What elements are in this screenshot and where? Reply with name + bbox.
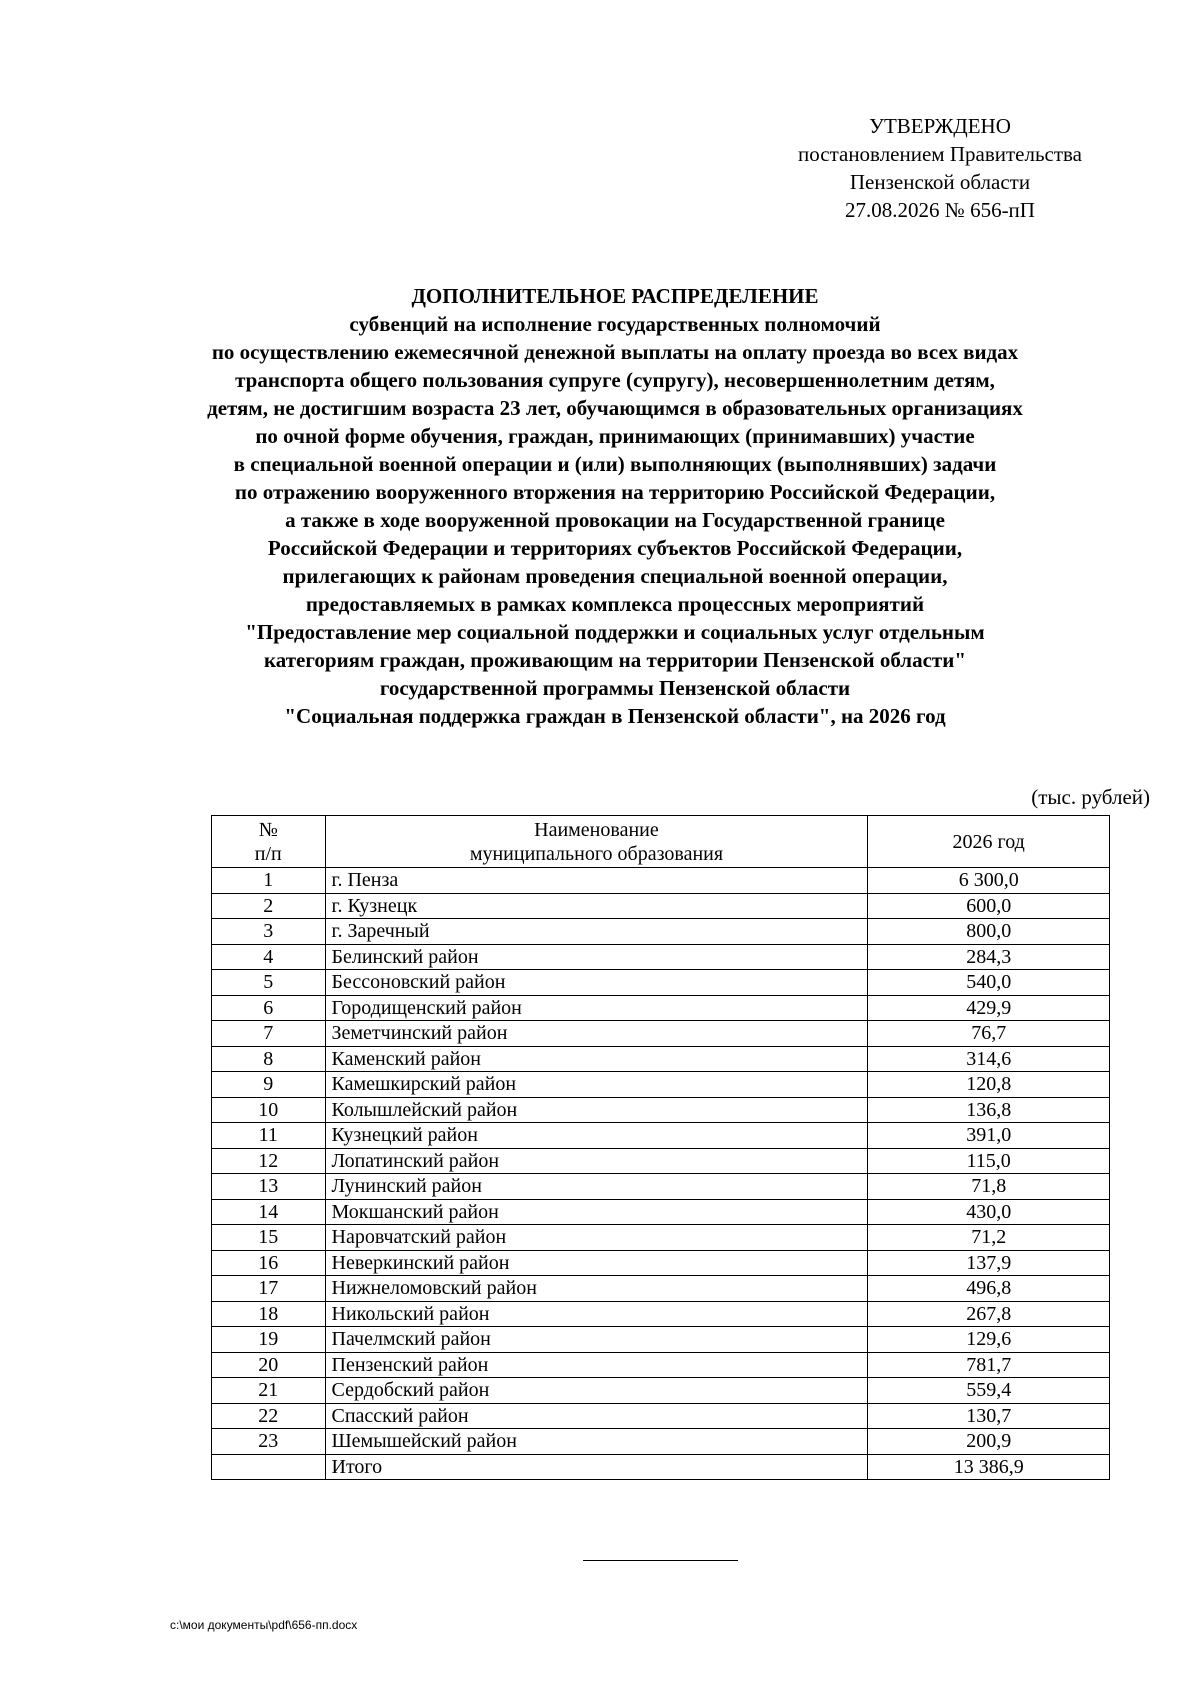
row-value: 430,0	[868, 1199, 1110, 1225]
approval-stamp	[760, 112, 1120, 224]
row-number: 15	[212, 1225, 326, 1251]
row-name: Камешкирский район	[325, 1072, 868, 1098]
header-name	[325, 816, 868, 868]
row-number: 10	[212, 1097, 326, 1123]
table-total-row	[212, 1454, 1110, 1480]
total-number	[212, 1454, 326, 1480]
table-header-row	[212, 816, 1110, 868]
table-row	[212, 1097, 1110, 1123]
table-row	[212, 970, 1110, 996]
row-value: 600,0	[868, 893, 1110, 919]
row-number: 3	[212, 919, 326, 945]
row-name: Лопатинский район	[325, 1148, 868, 1174]
table-row	[212, 1148, 1110, 1174]
row-name: Каменский район	[325, 1046, 868, 1072]
row-name: г. Кузнецк	[325, 893, 868, 919]
table-row	[212, 1199, 1110, 1225]
title-line: детям, не достигшим возраста 23 лет, обучающимся в образовательных организациях	[207, 396, 1023, 420]
table-row	[212, 1301, 1110, 1327]
row-value: 314,6	[868, 1046, 1110, 1072]
row-number: 6	[212, 995, 326, 1021]
row-value: 496,8	[868, 1276, 1110, 1302]
row-name: Бессоновский район	[325, 970, 868, 996]
document-title	[150, 282, 1080, 730]
title-line: в специальной военной операции и (или) выполняющих (выполнявших) задачи	[233, 452, 997, 476]
header-number	[212, 816, 326, 868]
row-name: Спасский район	[325, 1403, 868, 1429]
row-value: 120,8	[868, 1072, 1110, 1098]
title-line: по осуществлению ежемесячной денежной выплаты на оплату проезда во всех видах	[211, 340, 1019, 364]
table-row	[212, 1429, 1110, 1455]
row-name: Пензенский район	[325, 1352, 868, 1378]
table-row	[212, 1123, 1110, 1149]
row-value: 800,0	[868, 919, 1110, 945]
row-number: 8	[212, 1046, 326, 1072]
header-name-line1: Наименование	[534, 818, 659, 841]
row-number: 7	[212, 1021, 326, 1047]
row-value: 129,6	[868, 1327, 1110, 1353]
row-number: 9	[212, 1072, 326, 1098]
title-line: "Предоставление мер социальной поддержки и социальных услуг отдельным	[245, 620, 985, 644]
title-line: государственной программы Пензенской области	[379, 676, 851, 700]
distribution-table	[211, 815, 1110, 1480]
table-row	[212, 1225, 1110, 1251]
row-name: Городищенский район	[325, 995, 868, 1021]
row-number: 1	[212, 868, 326, 894]
row-value: 559,4	[868, 1378, 1110, 1404]
table-row	[212, 1250, 1110, 1276]
table-row	[212, 1378, 1110, 1404]
row-value: 71,8	[868, 1174, 1110, 1200]
row-name: г. Пенза	[325, 868, 868, 894]
title-line: по отражению вооруженного вторжения на территорию Российской Федерации,	[234, 480, 996, 504]
row-number: 18	[212, 1301, 326, 1327]
header-number-line2: п/п	[254, 842, 282, 865]
row-value: 76,7	[868, 1021, 1110, 1047]
row-number: 4	[212, 944, 326, 970]
table-row	[212, 1352, 1110, 1378]
title-line: по очной форме обучения, граждан, принимающих (принимавших) участие	[255, 424, 975, 448]
title-line: а также в ходе вооруженной провокации на Государственной границе	[285, 508, 945, 532]
end-divider	[583, 1560, 738, 1561]
table-row	[212, 1327, 1110, 1353]
row-name: Пачелмский район	[325, 1327, 868, 1353]
table-row	[212, 868, 1110, 894]
table-row	[212, 1276, 1110, 1302]
row-name: Земетчинский район	[325, 1021, 868, 1047]
row-number: 20	[212, 1352, 326, 1378]
row-number: 19	[212, 1327, 326, 1353]
row-value: 429,9	[868, 995, 1110, 1021]
title-line: субвенций на исполнение государственных полномочий	[349, 312, 881, 336]
table-row	[212, 1174, 1110, 1200]
row-name: Колышлейский район	[325, 1097, 868, 1123]
row-value: 781,7	[868, 1352, 1110, 1378]
row-number: 12	[212, 1148, 326, 1174]
row-number: 11	[212, 1123, 326, 1149]
title-line: категориям граждан, проживающим на территории Пензенской области"	[264, 648, 966, 672]
row-number: 22	[212, 1403, 326, 1429]
row-name: Кузнецкий район	[325, 1123, 868, 1149]
approval-line: 27.08.2026 № 656-пП	[845, 198, 1035, 222]
title-line: транспорта общего пользования супруге (супругу), несовершеннолетним детям,	[235, 368, 995, 392]
row-value: 540,0	[868, 970, 1110, 996]
row-name: Шемышейский район	[325, 1429, 868, 1455]
row-value: 137,9	[868, 1250, 1110, 1276]
row-number: 13	[212, 1174, 326, 1200]
row-value: 284,3	[868, 944, 1110, 970]
row-name: Лунинский район	[325, 1174, 868, 1200]
table-row	[212, 944, 1110, 970]
approval-line: УТВЕРЖДЕНО	[869, 114, 1011, 138]
row-value: 6 300,0	[868, 868, 1110, 894]
title-line: ДОПОЛНИТЕЛЬНОЕ РАСПРЕДЕЛЕНИЕ	[411, 284, 819, 308]
row-value: 267,8	[868, 1301, 1110, 1327]
row-name: Никольский район	[325, 1301, 868, 1327]
header-number-line1: №	[258, 818, 278, 841]
row-value: 391,0	[868, 1123, 1110, 1149]
table-body	[212, 868, 1110, 1480]
approval-line: Пензенской области	[849, 170, 1031, 194]
table-row	[212, 1403, 1110, 1429]
row-number: 16	[212, 1250, 326, 1276]
row-number: 14	[212, 1199, 326, 1225]
row-name: Сердобский район	[325, 1378, 868, 1404]
table-row	[212, 1046, 1110, 1072]
title-line: прилегающих к районам проведения специальной военной операции,	[282, 564, 948, 588]
row-name: г. Заречный	[325, 919, 868, 945]
row-value: 130,7	[868, 1403, 1110, 1429]
row-number: 17	[212, 1276, 326, 1302]
row-number: 21	[212, 1378, 326, 1404]
row-number: 5	[212, 970, 326, 996]
total-value: 13 386,9	[868, 1454, 1110, 1480]
total-name: Итого	[325, 1454, 868, 1480]
title-line: "Социальная поддержка граждан в Пензенской области", на 2026 год	[284, 704, 946, 728]
row-name: Наровчатский район	[325, 1225, 868, 1251]
header-name-line2: муниципального образования	[469, 842, 724, 865]
row-value: 136,8	[868, 1097, 1110, 1123]
file-path: c:\мои документы\pdf\656-пп.docx	[170, 1618, 358, 1632]
table-row	[212, 995, 1110, 1021]
row-value: 115,0	[868, 1148, 1110, 1174]
approval-line: постановлением Правительства	[797, 142, 1082, 166]
row-name: Белинский район	[325, 944, 868, 970]
table-row	[212, 1072, 1110, 1098]
row-name: Мокшанский район	[325, 1199, 868, 1225]
row-name: Нижнеломовский район	[325, 1276, 868, 1302]
row-number: 23	[212, 1429, 326, 1455]
row-value: 71,2	[868, 1225, 1110, 1251]
table-row	[212, 893, 1110, 919]
row-number: 2	[212, 893, 326, 919]
title-line: предоставляемых в рамках комплекса процессных мероприятий	[305, 592, 925, 616]
header-year: 2026 год	[868, 816, 1110, 868]
table-row	[212, 1021, 1110, 1047]
row-value: 200,9	[868, 1429, 1110, 1455]
row-name: Неверкинский район	[325, 1250, 868, 1276]
table-row	[212, 919, 1110, 945]
units-label: (тыс. рублей)	[1031, 785, 1150, 809]
title-line: Российской Федерации и территориях субъектов Российской Федерации,	[267, 536, 963, 560]
